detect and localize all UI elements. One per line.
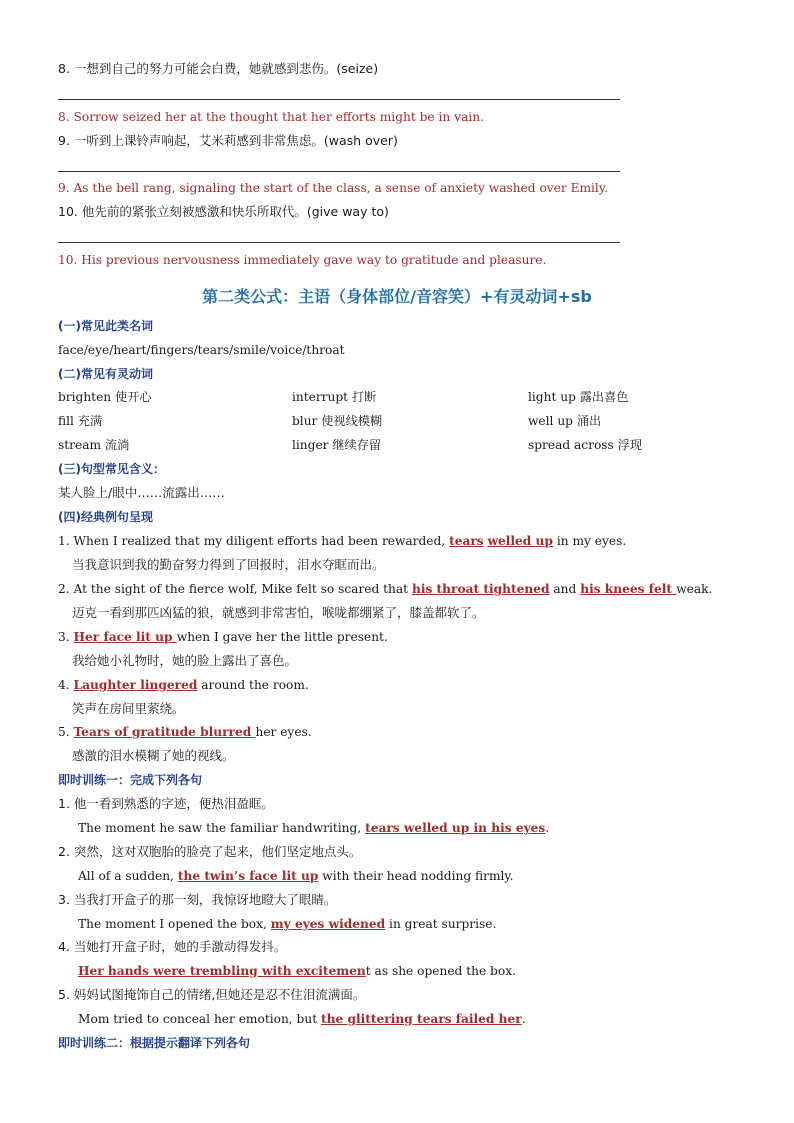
exercise-answer: 8. Sorrow seized her at the thought that her efforts might be in vain. [58,110,484,124]
example-sentence [58,533,626,549]
example-highlight: Laughter lingered [73,678,198,692]
example-text: 4. [58,678,74,692]
answer-text: The moment I opened the box, [78,917,271,931]
section-title: (二)常见有灵动词 [58,367,153,381]
verb-item: stream 流淌 [58,438,130,452]
section-heading: 第二类公式：主语（身体部位/音容笑）+有灵动词+sb [202,287,592,306]
practice-title: 即时训练一：完成下列各句 [58,773,203,787]
example-text: 2. At the sight of the fierce wolf, Mike felt so scared that [58,582,412,596]
example-text: and [549,582,581,596]
answer-highlight: the twin’s face lit up [177,869,319,883]
practice-prompt: 3. 当我打开盒子的那一刻，我惊讶地瞪大了眼睛。 [58,892,337,907]
answer-text: with their head nodding firmly. [318,869,514,883]
answer-text: All of a sudden, [78,869,178,883]
example-highlight: tears [449,534,484,548]
example-text: her eyes. [255,725,312,739]
example-text: when I gave her the little present. [176,630,388,644]
answer-line [58,99,620,100]
verb-item: light up 露出喜色 [528,390,629,404]
example-highlight: his throat tightened [411,582,550,596]
example-highlight: Tears of gratitude blurred [73,725,256,739]
answer-text: The moment he saw the familiar handwriting, [78,821,366,835]
practice-prompt: 2. 突然，这对双胞胎的脸亮了起来，他们坚定地点头。 [58,844,362,859]
exercise-answer: 9. As the bell rang, signaling the start of the class, a sense of anxiety washed over Emily. [58,181,608,195]
example-text: 5. [58,725,74,739]
verb-item: fill 充满 [58,414,103,428]
example-highlight: Her face lit up [73,630,177,644]
practice-title: 即时训练二：根据提示翻译下列各句 [58,1036,251,1050]
example-translation: 当我意识到我的勤奋努力得到了回报时，泪水夺眶而出。 [72,557,385,572]
practice-prompt: 5. 妈妈试图掩饰自己的情绪,但她还是忍不住泪流满面。 [58,987,366,1002]
example-translation: 笑声在房间里萦绕。 [72,701,185,716]
answer-highlight: Her hands were trembling with excitemen [78,964,366,978]
exercise-question: 10. 他先前的紧张立刻被感激和快乐所取代。(give way to) [58,204,389,219]
practice-answer [78,916,496,932]
example-text: 1. When I realized that my diligent efforts had been rewarded, [58,534,450,548]
verb-item: brighten 使开心 [58,390,152,404]
example-text: weak. [676,582,713,596]
example-highlight: his knees felt [580,582,677,596]
practice-prompt: 1. 他一看到熟悉的字迹，便热泪盈眶。 [58,796,274,811]
pattern-meaning: 某人脸上/眼中……流露出…… [58,485,225,500]
example-text: around the room. [197,678,309,692]
example-translation: 感激的泪水模糊了她的视线。 [72,748,235,763]
example-translation: 我给她小礼物时，她的脸上露出了喜色。 [72,653,298,668]
section-title: (三)句型常见含义： [58,462,165,476]
answer-highlight: my eyes widened [270,917,386,931]
verb-item: blur 使视线模糊 [292,414,383,428]
example-text: in my eyes. [552,534,627,548]
answer-text: Mom tried to conceal her emotion, but [78,1012,321,1026]
example-highlight: welled up [487,534,553,548]
example-text: 3. [58,630,74,644]
practice-answer [78,820,549,836]
answer-line [58,242,620,243]
answer-highlight: tears welled up in his eyes [365,821,546,835]
exercise-question: 9. 一听到上课铃声响起，艾米莉感到非常焦虑。(wash over) [58,133,398,148]
answer-text: . [521,1012,526,1026]
verb-item: spread across 浮现 [528,438,643,452]
verb-item: well up 涌出 [528,414,602,428]
practice-prompt: 4. 当她打开盒子时，她的手激动得发抖。 [58,939,287,954]
practice-answer [78,963,516,979]
noun-list: face/eye/heart/fingers/tears/smile/voice/throat [58,343,345,357]
exercise-answer: 10. His previous nervousness immediately gave way to gratitude and pleasure. [58,253,547,267]
verb-item: interrupt 打断 [292,390,377,404]
section-title: (一)常见此类名词 [58,319,153,333]
example-sentence [58,677,309,693]
verb-item: linger 继续存留 [292,438,382,452]
answer-text: . [545,821,550,835]
example-translation: 迈克一看到那匹凶猛的狼，就感到非常害怕，喉咙都绷紧了，膝盖都软了。 [72,605,485,620]
answer-line [58,171,620,172]
section-title: (四)经典例句呈现 [58,510,153,524]
example-sentence [58,581,712,597]
answer-highlight: the glittering tears failed her [320,1012,522,1026]
example-sentence [58,724,312,740]
answer-text: t as she opened the box. [365,964,516,978]
exercise-question: 8. 一想到自己的努力可能会白费，她就感到悲伤。(seize) [58,61,379,76]
practice-answer [78,868,514,884]
answer-text: in great surprise. [385,917,497,931]
example-sentence [58,629,388,645]
practice-answer [78,1011,526,1027]
